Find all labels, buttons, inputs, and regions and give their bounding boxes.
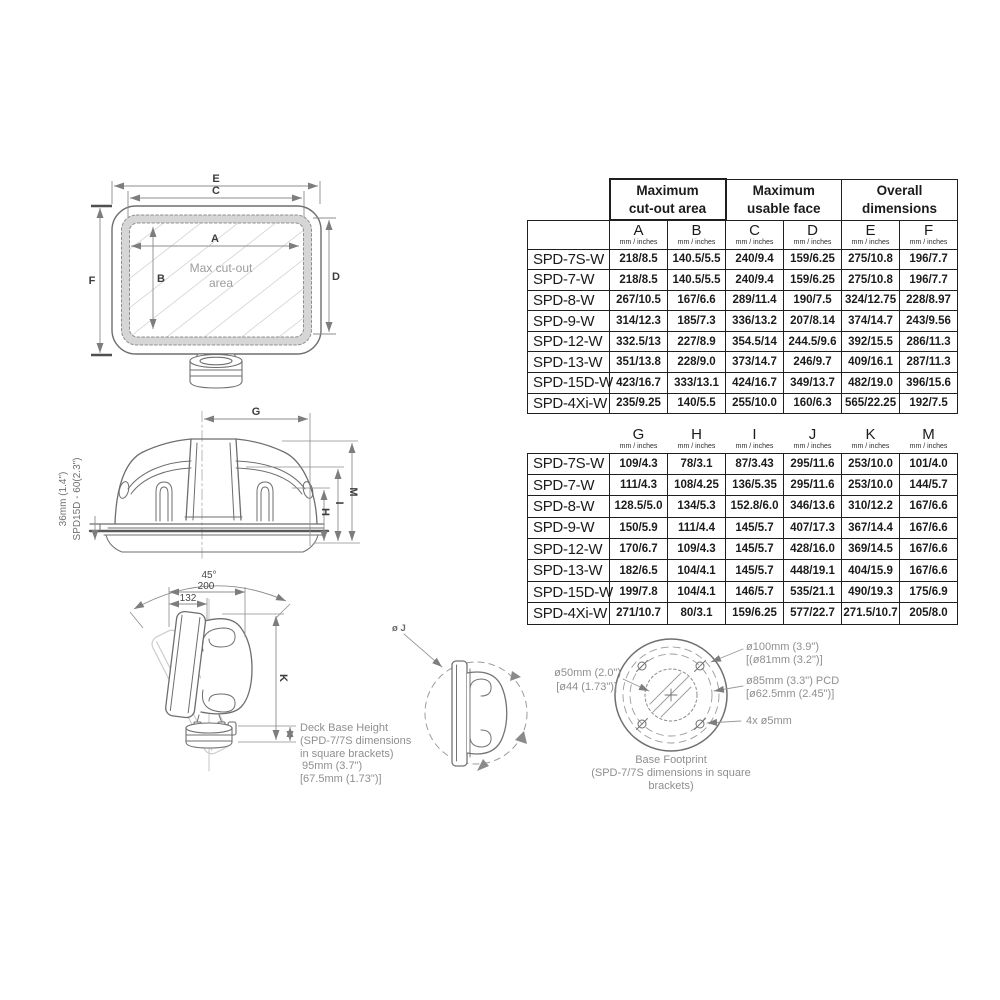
base-skirt <box>106 535 318 552</box>
column-unit: mm / inches <box>735 442 774 450</box>
dimension-value-cell: 310/12.2 <box>842 496 900 517</box>
model-name-cell: SPD-13-W <box>528 560 610 581</box>
dimension-value-cell: 295/11.6 <box>784 474 842 495</box>
flush-depth-note-line2: SPD15D - 60(2.3") <box>72 457 83 541</box>
dimension-value-cell: 145/5.7 <box>726 560 784 581</box>
column-letter: D <box>807 222 818 240</box>
model-name-cell: SPD-4Xi-W <box>528 393 610 414</box>
dimension-value-cell: 111/4.3 <box>610 474 668 495</box>
column-header-j <box>784 424 842 453</box>
dimension-value-cell: 109/4.3 <box>610 453 668 474</box>
dimension-value-cell: 404/15.9 <box>842 560 900 581</box>
dim-label-d: D <box>332 271 340 283</box>
dimension-value-cell: 104/4.1 <box>668 560 726 581</box>
dimension-value-cell: 253/10.0 <box>842 453 900 474</box>
deck-base-note-line4: 95mm (3.7") <box>302 760 363 772</box>
table-row <box>528 311 958 332</box>
base-footprint-drawing <box>615 639 743 751</box>
dimension-value-cell: 253/10.0 <box>842 474 900 495</box>
column-header-d <box>784 220 842 249</box>
dim-label-a: A <box>211 233 219 245</box>
housing-outline <box>115 439 317 524</box>
model-name-cell: SPD-12-W <box>528 539 610 560</box>
mount-base-front <box>190 354 242 388</box>
table-row <box>528 453 958 474</box>
rotation-arrow <box>510 671 521 681</box>
cutout-caption-line1: Max cut-out <box>189 261 253 275</box>
table-body <box>528 249 958 414</box>
column-header-row <box>528 424 958 453</box>
dimension-value-cell: 160/6.3 <box>784 393 842 414</box>
table-row <box>528 352 958 373</box>
dimension-value-cell: 108/4.25 <box>668 474 726 495</box>
table-row <box>528 393 958 414</box>
dimension-value-cell: 314/12.3 <box>610 311 668 332</box>
column-header-m <box>900 424 958 453</box>
footprint-inner-label-line2: [ø44 (1.73")] <box>556 681 617 693</box>
column-header-e <box>842 220 900 249</box>
dimension-value-cell: 267/10.5 <box>610 290 668 311</box>
leader-holes <box>707 721 741 723</box>
dimension-value-cell: 167/6.6 <box>900 496 958 517</box>
dimension-value-cell: 490/19.3 <box>842 581 900 602</box>
group-label: Maximum <box>636 182 699 198</box>
column-header-row <box>528 220 958 249</box>
model-name-cell: SPD-7-W <box>528 474 610 495</box>
model-name-cell: SPD-7S-W <box>528 453 610 474</box>
leader-inner <box>623 679 649 691</box>
flush-depth-note-line1: 36mm (1.4") <box>58 471 69 527</box>
dimension-value-cell: 104/4.1 <box>668 581 726 602</box>
dimension-value-cell: 140/5.5 <box>668 393 726 414</box>
column-letter: C <box>749 222 760 240</box>
dimension-value-cell: 175/6.9 <box>900 581 958 602</box>
rotation-arrow <box>477 759 489 771</box>
table-row <box>528 270 958 291</box>
deck-base-note-line3: in square brackets) <box>300 748 394 760</box>
table-row <box>528 474 958 495</box>
table-row <box>528 373 958 394</box>
dimension-value-cell: 423/16.7 <box>610 373 668 394</box>
dimension-value-cell: 145/5.7 <box>726 539 784 560</box>
column-header-g <box>610 424 668 453</box>
footprint-outer-label-line1: ø100mm (3.9") <box>746 641 819 653</box>
dimension-value-cell: 218/8.5 <box>610 270 668 291</box>
dim-label-f: F <box>88 275 96 287</box>
dimension-value-cell: 367/14.4 <box>842 517 900 538</box>
dimension-value-cell: 373/14.7 <box>726 352 784 373</box>
dimension-value-cell: 207/8.14 <box>784 311 842 332</box>
dimension-value-cell: 482/19.0 <box>842 373 900 394</box>
dimension-value-cell: 392/15.5 <box>842 331 900 352</box>
rotation-arrow <box>515 731 527 744</box>
group-label: usable face <box>747 200 821 216</box>
column-unit: mm / inches <box>793 238 832 246</box>
dimension-value-cell: 374/14.7 <box>842 311 900 332</box>
table-row <box>528 517 958 538</box>
dimension-value-cell: 448/19.1 <box>784 560 842 581</box>
model-name-cell: SPD-9-W <box>528 311 610 332</box>
dimension-value-cell: 246/9.7 <box>784 352 842 373</box>
dimension-value-cell: 159/6.25 <box>784 249 842 270</box>
model-name-cell: SPD-7-W <box>528 270 610 291</box>
column-header-a <box>610 220 668 249</box>
blank-corner-cell <box>528 179 610 220</box>
column-header-b <box>668 220 726 249</box>
dimension-value-cell: 140.5/5.5 <box>668 270 726 291</box>
model-name-cell: SPD-8-W <box>528 496 610 517</box>
dimension-value-cell: 101/4.0 <box>900 453 958 474</box>
dimension-value-cell: 333/13.1 <box>668 373 726 394</box>
dimension-value-cell: 409/16.1 <box>842 352 900 373</box>
dimension-value-cell: 255/10.0 <box>726 393 784 414</box>
dim-label-j: ø J <box>392 623 406 634</box>
column-unit: mm / inches <box>619 442 658 450</box>
dimension-value-cell: 240/9.4 <box>726 270 784 291</box>
footprint-outer-label-line2: [(ø81mm (3.2")] <box>746 654 823 666</box>
dim-label-b: B <box>157 273 165 285</box>
model-name-cell: SPD-13-W <box>528 352 610 373</box>
dimension-value-cell: 407/17.3 <box>784 517 842 538</box>
footprint-pcd-label-line2: [ø62.5mm (2.45")] <box>746 688 835 700</box>
top-view-dimension-lines <box>95 413 360 546</box>
table-row <box>528 496 958 517</box>
group-header-overall-dimensions <box>842 179 958 220</box>
dimension-value-cell: 196/7.7 <box>900 249 958 270</box>
dimension-value-cell: 80/3.1 <box>668 603 726 624</box>
dimension-value-cell: 577/22.7 <box>784 603 842 624</box>
screw-hole <box>695 719 706 730</box>
dimension-value-cell: 244.5/9.6 <box>784 331 842 352</box>
top-view-drawing <box>90 411 328 560</box>
deck-base-note-line2: (SPD-7/7S dimensions <box>300 735 412 747</box>
dimension-value-cell: 109/4.3 <box>668 539 726 560</box>
dimension-value-cell: 228/9.0 <box>668 352 726 373</box>
dimension-table-g-m <box>527 424 958 625</box>
column-unit: mm / inches <box>619 239 658 247</box>
dimension-value-cell: 369/14.5 <box>842 539 900 560</box>
column-unit: mm / inches <box>851 442 890 450</box>
column-unit: mm / inches <box>677 442 716 450</box>
column-letter: E <box>865 222 876 240</box>
dim-label-e: E <box>212 173 220 185</box>
blank-model-header <box>528 220 610 249</box>
model-name-cell: SPD-9-W <box>528 517 610 538</box>
dimension-value-cell: 295/11.6 <box>784 453 842 474</box>
dimension-value-cell: 289/11.4 <box>726 290 784 311</box>
dim-label-g: G <box>251 406 261 418</box>
column-header-c <box>726 220 784 249</box>
dim-label-k: K <box>277 674 289 682</box>
table-row <box>528 581 958 602</box>
table-row <box>528 331 958 352</box>
group-header-usable-face <box>726 179 842 220</box>
model-name-cell: SPD-15D-W <box>528 581 610 602</box>
footprint-pcd-label-line1: ø85mm (3.3") PCD <box>746 675 840 687</box>
table-row <box>528 290 958 311</box>
table-row <box>528 249 958 270</box>
dimension-value-cell: 243/9.56 <box>900 311 958 332</box>
dimension-value-cell: 140.5/5.5 <box>668 249 726 270</box>
dimension-value-cell: 286/11.3 <box>900 331 958 352</box>
column-letter: A <box>633 222 644 240</box>
column-unit: mm / inches <box>909 442 948 450</box>
dimension-value-cell: 287/11.3 <box>900 352 958 373</box>
table-row <box>528 603 958 624</box>
column-unit: mm / inches <box>793 442 832 450</box>
dimension-value-cell: 136/5.35 <box>726 474 784 495</box>
model-name-cell: SPD-8-W <box>528 290 610 311</box>
column-letter: H <box>691 425 702 443</box>
dimension-value-cell: 167/6.6 <box>900 517 958 538</box>
leader-outer <box>711 649 743 662</box>
dimension-value-cell: 144/5.7 <box>900 474 958 495</box>
body-profile <box>467 672 507 754</box>
dim-label-i: I <box>333 501 345 505</box>
tilt-angle-label: 45° <box>201 570 217 581</box>
dimension-value-cell: 565/22.25 <box>842 393 900 414</box>
deck-base-note-line5: [67.5mm (1.73")] <box>300 773 382 785</box>
dimension-value-cell: 145/5.7 <box>726 517 784 538</box>
tilt-view-drawing <box>149 599 259 771</box>
group-header-cutout-area <box>610 179 726 220</box>
group-label: dimensions <box>862 200 938 216</box>
dim-j-leader <box>404 634 442 667</box>
dimension-value-cell: 111/4.4 <box>668 517 726 538</box>
dimension-value-cell: 190/7.5 <box>784 290 842 311</box>
dimension-value-cell: 336/13.2 <box>726 311 784 332</box>
screw-hole <box>637 661 648 672</box>
column-header-h <box>668 424 726 453</box>
footprint-caption-line1: Base Footprint <box>635 754 707 766</box>
footprint-holes-label: 4x ø5mm <box>746 715 792 727</box>
deck-mount-base <box>186 722 236 748</box>
dimension-value-cell: 128.5/5.0 <box>610 496 668 517</box>
dimension-value-cell: 349/13.7 <box>784 373 842 394</box>
dimension-value-cell: 396/15.6 <box>900 373 958 394</box>
right-bracket <box>257 482 273 521</box>
dimension-value-cell: 275/10.8 <box>842 270 900 291</box>
column-letter: I <box>752 425 757 443</box>
dimension-value-cell: 196/7.7 <box>900 270 958 291</box>
dimension-value-cell: 205/8.0 <box>900 603 958 624</box>
dimension-value-cell: 271/10.7 <box>610 603 668 624</box>
dimension-value-cell: 167/6.6 <box>668 290 726 311</box>
left-bracket <box>156 482 172 521</box>
group-label: Overall <box>876 182 923 198</box>
dimension-value-cell: 240/9.4 <box>726 249 784 270</box>
dim-label-200: 200 <box>197 581 215 592</box>
table-row <box>528 560 958 581</box>
column-letter: J <box>808 425 817 443</box>
group-label: Maximum <box>752 182 815 198</box>
dimension-value-cell: 428/16.0 <box>784 539 842 560</box>
dimension-value-cell: 324/12.75 <box>842 290 900 311</box>
dimension-value-cell: 87/3.43 <box>726 453 784 474</box>
column-letter: M <box>922 425 935 443</box>
dimension-value-cell: 199/7.8 <box>610 581 668 602</box>
table-body <box>528 453 958 624</box>
footprint-caption-line3: brackets) <box>648 780 694 792</box>
dimension-value-cell: 152.8/6.0 <box>726 496 784 517</box>
group-label: cut-out area <box>628 200 707 216</box>
column-letter: F <box>923 222 934 240</box>
dimension-value-cell: 150/5.9 <box>610 517 668 538</box>
dimension-value-cell: 332.5/13 <box>610 331 668 352</box>
dimension-value-cell: 185/7.3 <box>668 311 726 332</box>
dimension-value-cell: 159/6.25 <box>784 270 842 291</box>
dimension-value-cell: 218/8.5 <box>610 249 668 270</box>
swivel-view-drawing <box>404 634 527 771</box>
group-header-row <box>528 179 958 220</box>
model-name-cell: SPD-15D-W <box>528 373 610 394</box>
dimension-value-cell: 167/6.6 <box>900 539 958 560</box>
table-row <box>528 539 958 560</box>
dimension-value-cell: 159/6.25 <box>726 603 784 624</box>
footprint-inner-label-line1: ø50mm (2.0") <box>554 667 621 679</box>
dimension-value-cell: 78/3.1 <box>668 453 726 474</box>
dimension-table-a-f <box>527 178 958 414</box>
dim-label-h: H <box>319 508 331 516</box>
footprint-caption-line2: (SPD-7/7S dimensions in square <box>591 767 751 779</box>
model-name-cell: SPD-7S-W <box>528 249 610 270</box>
dimension-value-cell: 535/21.1 <box>784 581 842 602</box>
dimension-value-cell: 146/5.7 <box>726 581 784 602</box>
column-header-f <box>900 220 958 249</box>
column-letter: G <box>632 425 645 443</box>
column-unit: mm / inches <box>677 239 716 247</box>
dim-label-m: M <box>347 487 359 497</box>
dimension-value-cell: 182/6.5 <box>610 560 668 581</box>
dimension-value-cell: 134/5.3 <box>668 496 726 517</box>
dimension-value-cell: 192/7.5 <box>900 393 958 414</box>
dimension-value-cell: 271.5/10.7 <box>842 603 900 624</box>
dimension-value-cell: 167/6.6 <box>900 560 958 581</box>
dimension-value-cell: 275/10.8 <box>842 249 900 270</box>
cutout-caption-line2: area <box>208 276 234 290</box>
dimension-value-cell: 354.5/14 <box>726 331 784 352</box>
model-name-cell: SPD-4Xi-W <box>528 603 610 624</box>
column-letter: B <box>691 222 702 240</box>
column-unit: mm / inches <box>735 238 774 246</box>
deck-base-note-line1: Deck Base Height <box>300 722 389 734</box>
dimension-value-cell: 170/6.7 <box>610 539 668 560</box>
screen-slab-profile <box>452 661 467 766</box>
column-unit: mm / inches <box>909 238 948 246</box>
dimension-value-cell: 227/8.9 <box>668 331 726 352</box>
dimension-value-cell: 235/9.25 <box>610 393 668 414</box>
dimension-value-cell: 228/8.97 <box>900 290 958 311</box>
dimension-value-cell: 346/13.6 <box>784 496 842 517</box>
blank-model-header <box>528 424 610 453</box>
dimension-value-cell: 351/13.8 <box>610 352 668 373</box>
column-header-k <box>842 424 900 453</box>
dim-label-132: 132 <box>179 593 197 604</box>
column-letter: K <box>865 425 876 443</box>
dim-label-c: C <box>212 185 220 197</box>
dimension-value-cell: 424/16.7 <box>726 373 784 394</box>
column-unit: mm / inches <box>851 238 890 246</box>
model-name-cell: SPD-12-W <box>528 331 610 352</box>
column-header-i <box>726 424 784 453</box>
